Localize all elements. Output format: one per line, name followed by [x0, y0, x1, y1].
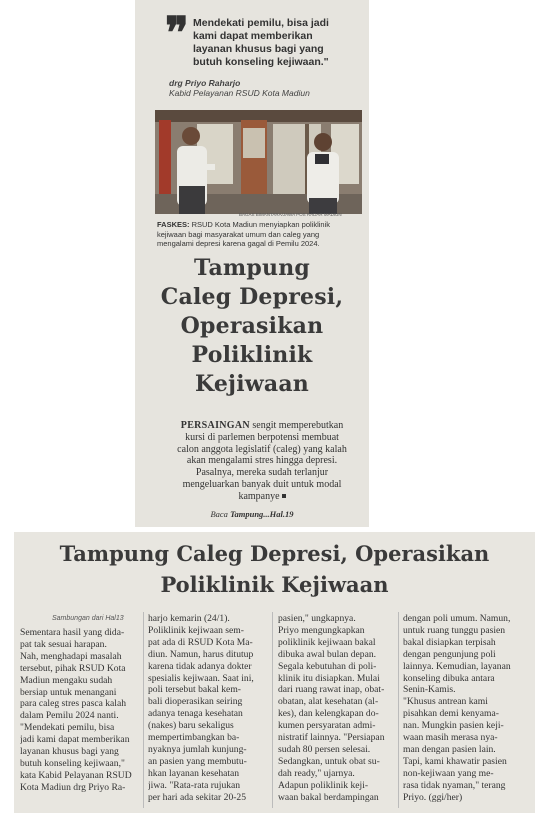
- article-line: kes), dan kelengkapan do-: [278, 708, 379, 720]
- article-line: untuk ruang tunggu pasien: [403, 624, 506, 636]
- article-line: mempertimbangkan ba-: [148, 732, 240, 744]
- article-line: poliklinik kejiwaan bakal: [278, 636, 376, 648]
- article-line: layanan khusus bagi yang: [20, 746, 119, 758]
- article-line: Kota Madiun drg Priyo Ra-: [20, 781, 126, 793]
- article-line: Poliklinik kejiwaan sem-: [148, 624, 244, 636]
- lead-kicker: PERSAINGAN: [180, 420, 250, 431]
- article-line: Sementara hasil yang dida-: [20, 627, 125, 638]
- article-line: Priyo mengungkapkan: [278, 624, 365, 636]
- article-line: Adapun poliklinik keji-: [278, 779, 369, 791]
- continued-reference: [135, 509, 369, 519]
- article-line: dibuka awal bulan depan.: [278, 648, 377, 660]
- article-line: klinik itu disiapkan. Mulai: [278, 672, 380, 684]
- lead-line: sengit memperebutkan: [249, 420, 344, 431]
- article-line: dalam Pemilu 2024 nanti.: [20, 710, 119, 722]
- article-line: kumen persyaratan admi-: [278, 720, 376, 732]
- article-line: jiwa. "Rata-rata rujukan: [148, 779, 241, 791]
- lead-line: kampanye: [238, 490, 280, 502]
- article-line: konseling dibuka antara: [403, 672, 495, 684]
- article-column-2: [148, 613, 265, 804]
- article-line: pat ada di RSUD Kota Ma-: [148, 636, 253, 648]
- article-line: rasa tidak nyaman," terang: [403, 779, 506, 791]
- caption-label: FASKES:: [157, 220, 190, 229]
- lead-line: Pasalnya, mereka sudah terlanjur: [195, 467, 329, 479]
- top-clipping: [135, 0, 369, 527]
- article-line: Tapi, kami khawatir pasien: [403, 755, 507, 767]
- headline-line: Operasikan: [180, 313, 324, 339]
- headline-line: Tampung Caleg Depresi, Operasikan: [59, 541, 490, 566]
- article-line: waan masih merasa nya-: [403, 732, 498, 744]
- headline-line: Caleg Depresi,: [160, 284, 344, 310]
- article-line: karena tidak adanya dokter: [148, 660, 252, 672]
- article-line: poli tersebut bakal kem-: [148, 684, 241, 696]
- article-line: nan. Mungkin pasien keji-: [403, 720, 504, 732]
- photo-credit: BAGAS BIMANTARA/JAWA POS RADAR MADIUN: [239, 212, 342, 217]
- pull-quote-line: butuh konseling kejiwaan.": [193, 56, 329, 68]
- article-line: Priyo. (ggi/her): [403, 791, 463, 803]
- article-line: spesialis kejiwaan. Saat ini,: [148, 672, 254, 684]
- lead-line: mengeluarkan banyak duit untuk modal: [182, 478, 342, 490]
- article-line: nyaknya jumlah kunjung-: [148, 743, 247, 755]
- article-line: pasien," ungkapnya.: [278, 613, 356, 624]
- news-photo: [155, 110, 362, 214]
- article-line: butuh konseling kejiwaan,": [20, 757, 125, 769]
- article-column-1: [20, 627, 137, 794]
- caption-line: kejiwaan bagi masyarakat umum dan caleg yang: [157, 229, 320, 239]
- article-line: "Khusus antrean kami: [403, 696, 488, 708]
- article-line: diun. Namun, harus ditutup: [148, 648, 254, 660]
- article-line: pat tak sesuai harapan.: [20, 638, 107, 650]
- end-mark-icon: [282, 494, 286, 498]
- quote-author-role: Kabid Pelayanan RSUD Kota Madiun: [169, 88, 310, 98]
- article-line: bersiap untuk menangani: [20, 686, 117, 698]
- article-line: "Mendekati pemilu, bisa: [20, 722, 115, 734]
- article-line: man dengan pasien lain.: [403, 743, 496, 755]
- pull-quote-line: Mendekati pemilu, bisa jadi: [193, 17, 329, 29]
- article-line: adanya tenaga kesehatan: [148, 708, 243, 720]
- article-line: hkan layanan kesehatan: [148, 767, 240, 779]
- article-line: nistratif lainnya. "Persiapan: [278, 732, 385, 744]
- article-line: an pasien yang membutu-: [148, 755, 247, 767]
- article-line: waan bakal berdampingan: [278, 791, 379, 803]
- column-divider: [143, 612, 144, 808]
- continuation-headline: [14, 538, 535, 600]
- article-line: Senin-Kamis.: [403, 684, 456, 696]
- article-line: kata Kabid Pelayanan RSUD: [20, 769, 132, 781]
- pull-quote: [193, 17, 361, 69]
- article-line: per hari ada sekitar 20-25: [148, 791, 247, 803]
- bottom-clipping: [14, 532, 535, 813]
- lead-line: calon anggota legislatif (caleg) yang kalah: [177, 443, 347, 455]
- article-line: dengan pengunjung poli: [403, 648, 496, 660]
- quote-author: drg Priyo Raharjo: [169, 78, 241, 88]
- caption-line: RSUD Kota Madiun menyiapkan poliklinik: [189, 220, 330, 229]
- article-line: bakal disiapkan terpisah: [403, 636, 496, 648]
- article-line: pisahkan demi kenyama-: [403, 708, 499, 720]
- article-line: lainnya. Kemudian, layanan: [403, 660, 511, 672]
- article-line: jadi kami dapat memberikan: [20, 734, 130, 746]
- continued-from-label: Sambungan dari Hal13: [52, 615, 124, 622]
- article-line: dari ruang rawat inap, obat-: [278, 684, 385, 696]
- pull-quote-line: kami dapat memberikan: [193, 30, 313, 42]
- pull-quote-line: layanan khusus bagi yang: [193, 43, 324, 55]
- article-line: tersebut, pihak RSUD Kota: [20, 662, 126, 674]
- article-line: Madiun mengaku sudah: [20, 674, 113, 686]
- article-column-3: [278, 613, 395, 804]
- quote-mark-icon: ❞: [165, 8, 189, 59]
- article-line: obatan, alat kesehatan (al-: [278, 696, 379, 708]
- headline: [135, 254, 369, 399]
- lead-line: kursi di parlemen berpotensi membuat: [185, 431, 339, 443]
- headline-line: Tampung: [194, 255, 310, 281]
- photo-caption: [157, 220, 365, 249]
- column-divider: [398, 612, 399, 808]
- caption-line: mengalami depresi karena gagal di Pemilu 2024.: [157, 239, 320, 248]
- column-divider: [272, 612, 273, 808]
- article-line: bali dioperasikan seiring: [148, 696, 243, 708]
- lead-line: akan mengalami stres hingga depresi.: [186, 455, 338, 467]
- article-column-4: [403, 613, 520, 804]
- article-line: non-kejiwaan yang me-: [403, 767, 494, 779]
- article-line: sudah 80 persen selesai.: [278, 743, 371, 755]
- article-line: (nakes) baru sekaligus: [148, 720, 234, 732]
- article-line: Segala kebutuhan di poli-: [278, 660, 377, 672]
- headline-line: Poliklinik Kejiwaan: [160, 572, 389, 597]
- article-line: Nah, menghadapi masalah: [20, 650, 122, 662]
- article-line: Sedangkan, untuk obat su-: [278, 755, 380, 767]
- article-line: dah ready," ujarnya.: [278, 767, 355, 779]
- headline-line: Poliklinik: [191, 342, 313, 368]
- article-line: harjo kemarin (24/1).: [148, 613, 230, 624]
- continued-prefix: Baca: [210, 509, 231, 519]
- continued-page: Tampung...Hal.19: [230, 509, 294, 519]
- headline-line: Kejiwaan: [195, 371, 309, 397]
- article-line: para caleg stres pasca kalah: [20, 698, 127, 710]
- lead-paragraph: [165, 420, 359, 503]
- article-line: dengan poli umum. Namun,: [403, 613, 511, 624]
